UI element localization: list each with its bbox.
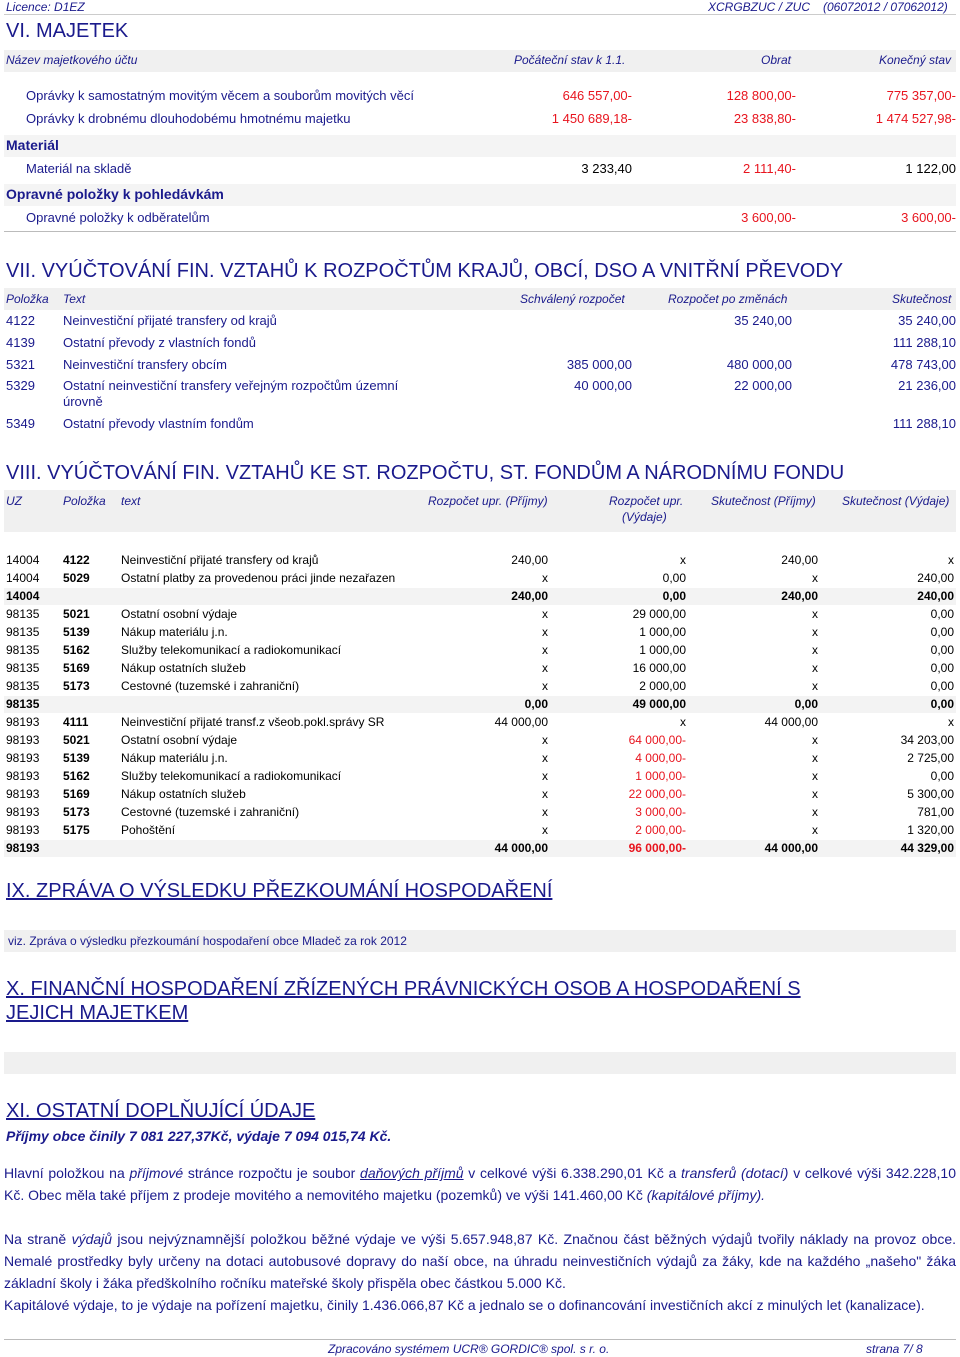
viii-cell-rp: 44 000,00 [494,841,548,855]
vii-row: 5329 Ostatní neinvestiční transfery veřejným rozpočtům územní úrovně 40 000,00 22 000,00 21 236,00 [6,378,956,409]
viii-cell-sv: x [948,553,954,567]
viii-cell-uz: 14004 [6,589,40,603]
viii-row [4,786,956,803]
footer-processed: Zpracováno systémem UCR® GORDIC® spol. s r. o. [328,1342,610,1356]
viii-cell-sv: 34 203,00 [900,733,954,747]
viii-cell-pol: 5173 [63,679,90,693]
viii-cell-sv: 0,00 [930,643,954,657]
viii-header-row: UZ Položka text Rozpočet upr. (Příjmy) Rozpočet upr. (Výdaje) Skutečnost (Příjmy) Skutečnost (Výdaje) [4,490,956,532]
viii-cell-text: Nákup ostatních služeb [121,787,246,801]
viii-cell-uz: 98193 [6,733,40,747]
viii-cell-rp: x [542,769,548,783]
viii-cell-uz: 98135 [6,643,40,657]
viii-cell-pol: 5169 [63,787,90,801]
viii-row [4,606,956,623]
viii-cell-sp: 44 000,00 [764,841,818,855]
viii-cell-sp: x [812,661,818,675]
viii-cell-uz: 98193 [6,751,40,765]
viii-cell-sv: 44 329,00 [900,841,954,855]
viii-cell-pol: 5169 [63,661,90,675]
viii-cell-sv: 0,00 [930,625,954,639]
majetek-row: Oprávky k samostatným movitým věcem a souborům movitých věcí 646 557,00- 128 800,00- 775 357,00- [26,88,956,103]
majetek-header-row [4,50,956,72]
viii-row [4,624,956,641]
viii-cell-rv: x [680,715,686,729]
viii-cell-rv: 49 000,00 [632,697,686,711]
viii-cell-sv: 0,00 [930,607,954,621]
viii-cell-text: Neinvestiční přijaté transf.z všeob.pokl.správy SR [121,715,385,729]
viii-cell-uz: 98193 [6,715,40,729]
viii-cell-uz: 14004 [6,571,40,585]
viii-cell-rp: x [542,805,548,819]
viii-row [4,660,956,677]
viii-cell-text: Pohoštění [121,823,176,837]
viii-cell-uz: 98135 [6,625,40,639]
viii-cell-sv: 5 300,00 [907,787,954,801]
viii-cell-rp: x [542,751,548,765]
viii-cell-sp: x [812,805,818,819]
report-dates: (06072012 / 07062012) [823,0,948,14]
viii-cell-rp: x [542,787,548,801]
viii-cell-sv: 0,00 [930,661,954,675]
vii-row: 4139 Ostatní převody z vlastních fondů 111 288,10 [6,335,956,350]
col-obrat: Obrat [761,53,792,67]
viii-cell-sv: 240,00 [917,589,954,603]
viii-row [4,714,956,731]
viii-subtotal-row [4,840,956,857]
viii-cell-sv: 0,00 [930,769,954,783]
viii-cell-uz: 14004 [6,553,40,567]
section-majetek-title: VI. MAJETEK [6,20,129,42]
viii-cell-sp: x [812,625,818,639]
col-start: Počáteční stav k 1.1. [514,53,626,67]
viii-cell-rp: x [542,733,548,747]
viii-cell-sv: x [948,715,954,729]
viii-cell-uz: 98193 [6,769,40,783]
viii-cell-rv: 1 000,00 [639,643,686,657]
majetek-row: Materiál na skladě 3 233,40 2 111,40- 1 122,00 [26,161,956,176]
viii-cell-text: Služby telekomunikací a radiokomunikací [121,769,342,783]
viii-cell-rv: 2 000,00 [639,679,686,693]
licence-text: Licence: D1EZ [6,0,85,14]
xi-paragraph-1: Hlavní položkou na příjmové stránce rozpočtu je soubor daňových příjmů v celkové výši 6.338.290,01 Kč a transferů (dotací) v celkové výši 342.228,10 Kč. Obec měla také příjem z prodeje movitého a nemovitého majetku (pozemků) ve výši 141.460,00 Kč (kapitálové příjmy). [4,1165,956,1203]
viii-cell-text: Nákup materiálu j.n. [121,751,228,765]
viii-cell-sv: 2 725,00 [907,751,954,765]
viii-cell-sp: x [812,787,818,801]
viii-cell-rv: 29 000,00 [632,607,686,621]
viii-subtotal-row [4,696,956,713]
xi-summary: Příjmy obce činily 7 081 227,37Kč, výdaje 7 094 015,74 Kč. [6,1128,392,1144]
viii-cell-pol: 4122 [63,553,90,567]
viii-row [4,570,956,587]
section-x-title-line2: JEJICH MAJETKEM [6,1002,189,1024]
viii-cell-uz: 98193 [6,805,40,819]
viii-cell-sv: 0,00 [930,679,954,693]
x-empty-box [4,1052,956,1074]
col-name: Název majetkového účtu [6,53,138,67]
viii-cell-pol: 4111 [63,715,89,729]
viii-cell-sp: x [812,733,818,747]
viii-cell-rv: 22 000,00- [628,787,686,801]
viii-cell-sp: x [812,643,818,657]
viii-cell-pol: 5162 [63,769,90,783]
viii-cell-pol: 5029 [63,571,90,585]
viii-cell-pol: 5175 [63,823,90,837]
viii-cell-rp: x [542,571,548,585]
viii-cell-rv: 1 000,00 [639,625,686,639]
group-label-opravne: Opravné položky k pohledávkám [4,184,956,206]
viii-cell-sp: 240,00 [781,553,818,567]
viii-row [4,804,956,821]
system-code: XCRGBZUC / ZUC [708,0,810,14]
viii-cell-rv: 16 000,00 [632,661,686,675]
viii-cell-rp: x [542,607,548,621]
viii-cell-uz: 98193 [6,823,40,837]
viii-cell-sp: x [812,823,818,837]
viii-cell-rv: 4 000,00- [635,751,686,765]
viii-cell-sp: x [812,751,818,765]
viii-row [4,750,956,767]
viii-cell-text: Ostatní platby za provedenou práci jinde nezařazen [121,571,396,585]
viii-cell-uz: 98193 [6,787,40,801]
section-ix-title: IX. ZPRÁVA O VÝSLEDKU PŘEZKOUMÁNÍ HOSPODAŘENÍ [6,880,553,902]
viii-cell-text: Ostatní osobní výdaje [121,733,238,747]
viii-row [4,768,956,785]
viii-cell-rp: x [542,661,548,675]
viii-cell-sp: 0,00 [794,697,818,711]
viii-cell-pol: 5021 [63,733,90,747]
viii-cell-sp: 240,00 [781,589,818,603]
section-x-title-line1: X. FINANČNÍ HOSPODAŘENÍ ZŘÍZENÝCH PRÁVNICKÝCH OSOB A HOSPODAŘENÍ S [6,978,801,1000]
viii-cell-rv: 3 000,00- [635,805,686,819]
ix-note-box: viz. Zpráva o výsledku přezkoumání hospodaření obce Mladeč za rok 2012 [4,930,956,952]
viii-cell-sp: x [812,571,818,585]
viii-cell-rp: 240,00 [511,589,548,603]
header-rule [4,14,956,15]
viii-row [4,822,956,839]
viii-cell-text: Nákup materiálu j.n. [121,625,228,639]
viii-cell-sp: x [812,679,818,693]
section-vii-title: VII. VYÚČTOVÁNÍ FIN. VZTAHŮ K ROZPOČTŮM KRAJŮ, OBCÍ, DSO A VNITŘNÍ PŘEVODY [6,260,844,282]
group-label-material: Materiál [4,135,956,157]
viii-cell-uz: 98193 [6,841,40,855]
viii-cell-sv: 781,00 [917,805,954,819]
viii-cell-text: Nákup ostatních služeb [121,661,246,675]
viii-cell-rp: 44 000,00 [494,715,548,729]
viii-cell-pol: 5139 [63,751,90,765]
vii-row: 5349 Ostatní převody vlastním fondům 111 288,10 [6,416,956,431]
viii-cell-text: Cestovné (tuzemské i zahraniční) [121,805,300,819]
viii-cell-pol: 5162 [63,643,90,657]
footer-rule [4,1339,956,1340]
majetek-row: Opravné položky k odběratelům 3 600,00- 3 600,00- [26,210,956,225]
viii-cell-rv: 96 000,00- [628,841,686,855]
viii-cell-rp: x [542,625,548,639]
viii-cell-rv: 1 000,00- [635,769,686,783]
viii-cell-rp: 0,00 [524,697,548,711]
viii-cell-uz: 98135 [6,679,40,693]
viii-cell-text: Služby telekomunikací a radiokomunikací [121,643,342,657]
viii-cell-uz: 98135 [6,607,40,621]
viii-cell-pol: 5139 [63,625,90,639]
viii-cell-sp: x [812,607,818,621]
divider [4,231,956,232]
section-viii-title: VIII. VYÚČTOVÁNÍ FIN. VZTAHŮ KE ST. ROZPOČTU, ST. FONDŮM A NÁRODNÍMU FONDU [6,462,845,484]
col-end: Konečný stav [879,53,952,67]
xi-paragraph-2: Na straně výdajů jsou nejvýznamnější položkou běžné výdaje ve výši 5.657.948,87 Kč. Značnou část běžných výdajů tvořily náklady na provoz obce. Nemalé prostředky byly určeny na dotaci autobusové dopravy do naší obce, na úhradu neinvestičních výdajů za žáky, kde na každého „našeho" žáka základní školy i žáka předškolního ročníku mateřské školy přispěla obec částkou 5.000 Kč. [4,1231,956,1291]
viii-cell-rv: 0,00 [662,589,686,603]
viii-cell-sp: 44 000,00 [764,715,818,729]
xi-paragraph-3: Kapitálové výdaje, to je výdaje na pořízení majetku, činily 1.436.066,87 Kč a jednalo se o dofinancování investičních akcí z minulých let (kanalizace). [4,1297,925,1313]
viii-subtotal-row [4,588,956,605]
viii-cell-uz: 98135 [6,661,40,675]
viii-cell-rv: 0,00 [662,571,686,585]
viii-row [4,552,956,569]
viii-cell-text: Neinvestiční přijaté transfery od krajů [121,553,319,567]
viii-row [4,678,956,695]
viii-cell-uz: 98135 [6,697,40,711]
viii-cell-rv: x [680,553,686,567]
viii-cell-rp: x [542,679,548,693]
viii-cell-sp: x [812,769,818,783]
vii-row: 4122 Neinvestiční přijaté transfery od krajů 35 240,00 35 240,00 [6,313,956,328]
viii-cell-text: Cestovné (tuzemské i zahraniční) [121,679,300,693]
vii-row: 5321 Neinvestiční transfery obcím 385 000,00 480 000,00 478 743,00 [6,357,956,372]
viii-cell-pol: 5021 [63,607,90,621]
section-xi-title: XI. OSTATNÍ DOPLŇUJÍCÍ ÚDAJE [6,1100,316,1122]
viii-row [4,642,956,659]
viii-cell-sv: 1 320,00 [907,823,954,837]
vii-header-row: Položka Text Schválený rozpočet Rozpočet po změnách Skutečnost [4,288,956,310]
viii-row [4,732,956,749]
majetek-row: Oprávky k drobnému dlouhodobému hmotnému majetku 1 450 689,18- 23 838,80- 1 474 527,98- [26,111,956,126]
viii-cell-pol: 5173 [63,805,90,819]
viii-cell-text: Ostatní osobní výdaje [121,607,238,621]
viii-cell-rp: 240,00 [511,553,548,567]
viii-cell-rv: 64 000,00- [628,733,686,747]
viii-cell-rp: x [542,823,548,837]
viii-cell-sv: 240,00 [917,571,954,585]
viii-cell-sv: 0,00 [930,697,954,711]
viii-cell-rv: 2 000,00- [635,823,686,837]
footer-page: strana 7/ 8 [866,1342,923,1356]
viii-cell-rp: x [542,643,548,657]
